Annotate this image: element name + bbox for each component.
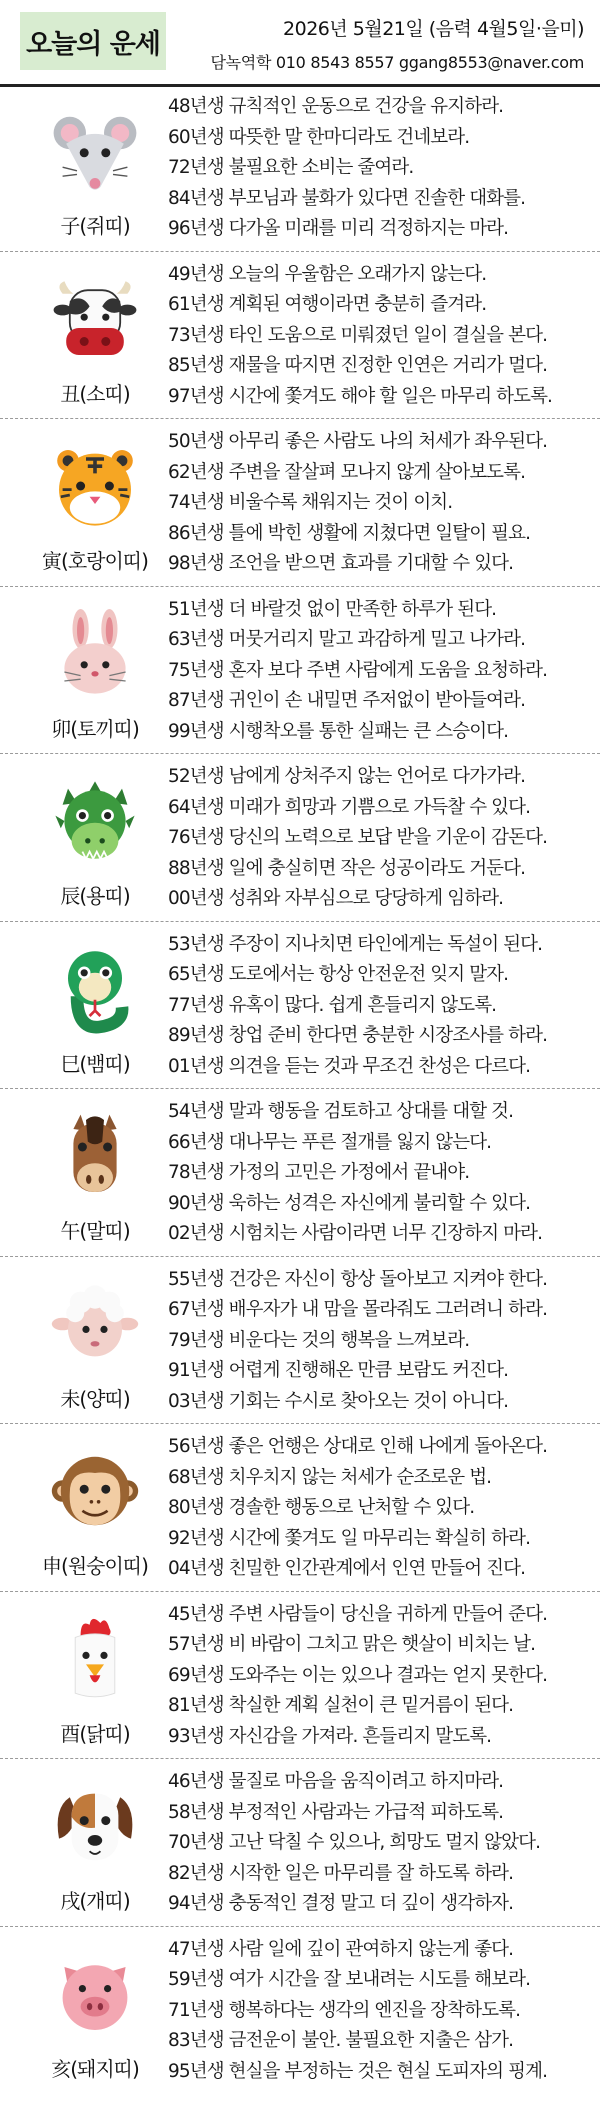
zodiac-label: 巳(뱀띠) [60,1051,130,1076]
fortune-line: 93년생 자신감을 가져라. 흔들리지 말도록. [168,1725,492,1747]
fortune-line: 90년생 욱하는 성격은 자신에게 불리할 수 있다. [168,1192,531,1214]
zodiac-animal [30,1592,160,1759]
zodiac-animal [30,1089,160,1256]
zodiac-label: 寅(호랑이띠) [42,549,148,573]
pig-icon [50,1949,140,2039]
zodiac-label: 戌(개띠) [60,1889,130,1913]
fortune-line: 71년생 행복하다는 생각의 엔진을 장착하도록. [168,1999,521,2021]
fortune-line: 85년생 재물을 따지면 진정한 인연은 거리가 멀다. [168,355,548,376]
fortune-lines [168,762,593,915]
fortune-lines [168,427,593,580]
monkey-icon [50,1446,140,1536]
zodiac-row [0,1257,600,1425]
zodiac-row [0,1927,600,2095]
zodiac-label: 卯(토끼띠) [51,716,139,741]
zodiac-animal [30,419,160,586]
zodiac-row [0,922,600,1090]
zodiac-animal [30,922,160,1089]
fortune-line: 53년생 주장이 지나치면 타인에게는 독설이 된다. [168,933,543,955]
fortune-line: 56년생 좋은 언행은 상대로 인해 나에게 돌아온다. [168,1436,548,1457]
fortune-line: 82년생 시작한 일은 마무리를 잘 하도록 하라. [168,1862,514,1884]
rabbit-icon [50,609,140,699]
zodiac-row [0,84,600,252]
fortune-line: 02년생 시험치는 사람이라면 너무 긴장하지 마라. [168,1223,543,1244]
fortune-line: 58년생 부정적인 사람과는 가급적 피하도록. [168,1801,504,1823]
fortune-line: 73년생 타인 도움으로 미뤄졌던 일이 결실을 본다. [168,324,548,346]
fortune-line: 94년생 충동적인 결정 말고 더 깊이 생각하자. [168,1893,514,1914]
page-title: 오늘의 운세 [26,28,160,60]
fortune-line: 88년생 일에 충실히면 작은 성공이라도 거둔다. [168,857,526,879]
fortune-line: 98년생 조언을 받으면 효과를 기대할 수 있다. [168,553,514,574]
fortune-line: 61년생 계획된 여행이라면 충분히 즐겨라. [168,294,487,315]
zodiac-row [0,1759,600,1927]
contact-text: 담녹역학 010 8543 8557 ggang8553@naver.com [210,53,584,72]
zodiac-label: 酉(닭띠) [60,1721,130,1746]
fortune-lines [168,930,593,1083]
fortune-line: 89년생 창업 준비 한다면 충분한 시장조사를 하라. [168,1025,548,1046]
zodiac-row [0,1089,600,1257]
fortune-lines [168,260,593,413]
fortune-lines [168,595,593,748]
fortune-line: 86년생 틀에 박힌 생활에 지쳤다면 일탈이 필요. [168,522,531,544]
fortune-line: 68년생 치우치지 않는 처세가 순조로운 법. [168,1466,492,1488]
fortune-line: 60년생 따뜻한 말 한마디라도 건네보라. [168,126,470,148]
fortune-line: 96년생 다가올 미래를 미리 걱정하지는 마라. [168,218,509,239]
fortune-line: 65년생 도로에서는 항상 안전운전 잊지 말자. [168,964,509,985]
zodiac-row [0,754,600,922]
zodiac-label: 丑(소띠) [60,381,130,406]
zodiac-animal [30,1759,160,1926]
fortune-lines [168,1432,593,1585]
zodiac-animal [30,1424,160,1591]
zodiac-row [0,252,600,420]
zodiac-row [0,1592,600,1760]
zodiac-animal [30,1257,160,1424]
zodiac-label: 亥(돼지띠) [51,2056,139,2081]
horse-icon [50,1111,140,1201]
fortune-line: 52년생 남에게 상처주지 않는 언어로 다가가라. [168,766,526,787]
fortune-line: 00년생 성취와 자부심으로 당당하게 임하라. [168,888,504,909]
fortune-line: 50년생 아무리 좋은 사람도 나의 처세가 좌우된다. [168,431,548,452]
fortune-lines [168,1935,593,2088]
fortune-line: 81년생 착실한 계획 실천이 큰 밑거름이 된다. [168,1695,514,1716]
fortune-line: 45년생 주변 사람들이 당신을 귀하게 만들어 준다. [168,1603,548,1625]
zodiac-animal [30,587,160,754]
fortune-line: 51년생 더 바랄것 없이 만족한 하루가 된다. [168,598,497,620]
cow-icon [50,274,140,364]
snake-icon [50,944,140,1034]
fortune-line: 66년생 대나무는 푸른 절개를 잃지 않는다. [168,1131,492,1153]
fortune-line: 55년생 건강은 자신이 항상 돌아보고 지켜야 한다. [168,1268,548,1290]
dragon-icon [50,776,140,866]
date-text: 2026년 5월21일 (음력 4월5일·을미) [283,18,584,40]
fortune-lines [168,1265,593,1418]
header [0,0,600,87]
zodiac-label: 未(양띠) [60,1386,130,1411]
zodiac-label: 子(쥐띠) [60,214,130,238]
fortune-line: 97년생 시간에 쫓겨도 해야 할 일은 마무리 하도록. [168,385,553,407]
fortune-line: 57년생 비 바람이 그치고 맑은 햇살이 비치는 날. [168,1634,536,1655]
sheep-icon [50,1279,140,1369]
fortune-line: 69년생 도와주는 이는 있으나 결과는 얻지 못한다. [168,1664,548,1686]
tiger-icon [50,441,140,531]
zodiac-label: 午(말띠) [60,1219,130,1243]
fortune-line: 01년생 의견을 듣는 것과 무조건 찬성은 다르다. [168,1055,531,1077]
fortune-line: 59년생 여가 시간을 잘 보내려는 시도를 해보라. [168,1969,531,1990]
title-box [20,12,166,70]
zodiac-animal [30,84,160,251]
zodiac-row [0,1424,600,1592]
fortune-lines [168,92,593,245]
fortune-line: 03년생 기회는 수시로 찾아오는 것이 아니다. [168,1390,509,1412]
fortune-line: 04년생 친밀한 인간관계에서 인연 만들어 진다. [168,1558,526,1579]
fortune-line: 63년생 머뭇거리지 말고 과감하게 밀고 나가라. [168,629,526,650]
rat-icon [50,106,140,196]
zodiac-animal [30,252,160,419]
fortune-line: 54년생 말과 행동을 검토하고 상대를 대할 것. [168,1101,514,1122]
fortune-line: 74년생 비울수록 채워지는 것이 이치. [168,492,453,513]
zodiac-animal [30,754,160,921]
fortune-line: 91년생 어렵게 진행해온 만큼 보람도 커진다. [168,1360,509,1381]
dog-icon [50,1781,140,1871]
fortune-line: 75년생 혼자 보다 주변 사람에게 도움을 요청하라. [168,659,548,681]
zodiac-animal [30,1927,160,2095]
fortune-lines [168,1600,593,1753]
fortune-line: 62년생 주변을 잘살펴 모나지 않게 살아보도록. [168,461,526,483]
fortune-line: 95년생 현실을 부정하는 것은 현실 도피자의 핑계. [168,2060,548,2082]
fortune-line: 78년생 가정의 고민은 가정에서 끝내야. [168,1162,470,1183]
fortune-line: 67년생 배우자가 내 맘을 몰라줘도 그러려니 하라. [168,1299,548,1320]
fortune-line: 92년생 시간에 쫓겨도 일 마무리는 확실히 하라. [168,1527,531,1549]
fortune-line: 80년생 경솔한 행동으로 난처할 수 있다. [168,1497,475,1518]
fortune-line: 72년생 불필요한 소비는 줄여라. [168,157,414,178]
zodiac-list [0,84,600,2094]
fortune-line: 77년생 유혹이 많다. 쉽게 흔들리지 않도록. [168,994,497,1016]
fortune-line: 87년생 귀인이 손 내밀면 주저없이 받아들여라. [168,690,526,711]
fortune-line: 47년생 사람 일에 깊이 관여하지 않는게 좋다. [168,1938,514,1960]
fortune-line: 84년생 부모님과 불화가 있다면 진솔한 대화를. [168,187,526,209]
fortune-line: 70년생 고난 닥칠 수 있으나, 희망도 멀지 않았다. [168,1832,541,1853]
fortune-line: 99년생 시행착오를 통한 실패는 큰 스승이다. [168,720,509,742]
fortune-line: 79년생 비운다는 것의 행복을 느껴보라. [168,1329,470,1351]
zodiac-row [0,419,600,587]
zodiac-label: 申(원숭이띠) [42,1554,148,1578]
fortune-line: 83년생 금전운이 불안. 불필요한 지출은 삼가. [168,2030,514,2051]
zodiac-row [0,587,600,755]
fortune-lines [168,1097,593,1250]
fortune-line: 76년생 당신의 노력으로 보답 받을 기운이 감돈다. [168,827,548,848]
fortune-line: 49년생 오늘의 우울함은 오래가지 않는다. [168,263,487,285]
fortune-line: 48년생 규칙적인 운동으로 건강을 유지하라. [168,96,504,117]
fortune-line: 46년생 물질로 마음을 움직이려고 하지마라. [168,1771,504,1792]
rooster-icon [50,1614,140,1704]
fortune-line: 64년생 미래가 희망과 기쁨으로 가득찰 수 있다. [168,796,531,818]
fortune-lines [168,1767,593,1920]
zodiac-label: 辰(용띠) [60,884,130,908]
